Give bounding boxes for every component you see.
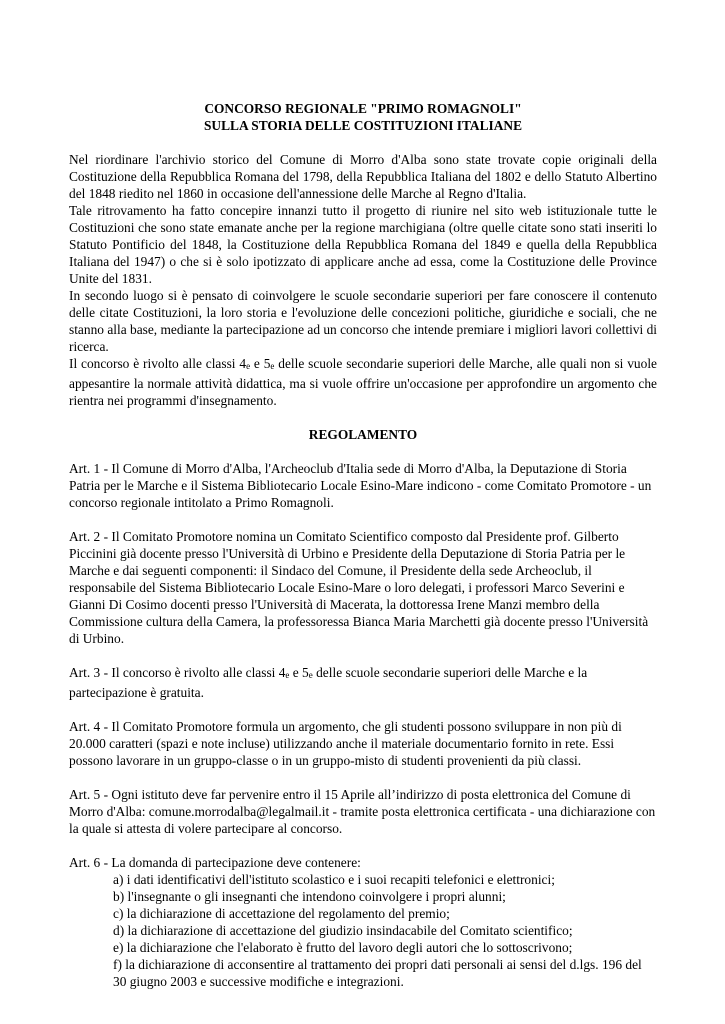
intro-p4-subscript-2: e — [270, 361, 275, 371]
list-item: f) la dichiarazione di acconsentire al trattamento dei propri dati personali ai sensi del d.lgs. 196 del 30 giugno 2003 e successive modifiche e integrazioni. — [113, 957, 642, 989]
intro-p4-subscript-1: e — [246, 361, 251, 371]
intro-paragraph-3: In secondo luogo si è pensato di coinvolgere le scuole secondarie superiori per fare conoscere il contenuto delle citate Costituzioni, la loro storia e l'evoluzione delle concezioni politiche, giuridiche e sociali, che ne stanno alla base, mediante la partecipazione ad un concorso che intende premiare i migliori lavori collettivi di ricerca. — [69, 288, 657, 354]
intro-paragraph-2: Tale ritrovamento ha fatto concepire innanzi tutto il progetto di riunire nel sito web istituzionale tutte le Costituzioni che sono state emanate anche per la regione marchigiana (oltre quelle citate sono stati inseriti lo Statuto Pontificio del 1848, la Costituzione della Repubblica Romana del 1849 e quella della Repubblica Italiana del 1947) o che si è solo ipotizzato di applicare anche ad essa, come la Costituzione delle Province Unite del 1831. — [69, 203, 657, 286]
document-page — [69, 100, 657, 990]
article-3-text-c: delle scuole secondarie superiori delle Marche e la partecipazione è gratuita. — [69, 665, 588, 700]
article-3-text-a: Art. 3 - Il concorso è rivolto alle classi 4 — [69, 665, 286, 680]
document-title-line2: SULLA STORIA DELLE COSTITUZIONI ITALIANE — [203, 118, 522, 133]
article-6-list — [69, 871, 657, 990]
list-item: e) la dichiarazione che l'elaborato è frutto del lavoro degli autori che lo sottoscrivono; — [113, 940, 573, 955]
article-3-subscript-1: e — [285, 670, 290, 680]
title-block — [69, 100, 657, 134]
article-3 — [69, 664, 657, 701]
article-3-subscript-2: e — [308, 670, 313, 680]
article-2: Art. 2 - Il Comitato Promotore nomina un Comitato Scientifico composto dal Presidente prof. Gilberto Piccinini già docente presso l'Università di Urbino e Presidente della Deputazione di Storia Patria per le Marche e dai seguenti componenti: il Sindaco del Comune, il Presidente della sede Archeoclub, il responsabile del Sistema Bibliotecario Locale Esino-Mare o loro delegati, i professori Marco Severini e Gianni Di Cosimo docenti presso l'Università di Macerata, la dottoressa Irene Manzi membro della Commissione cultura della Camera, la professoressa Bianca Maria Marchetti già docente presso l'Università di Urbino. — [69, 529, 649, 646]
intro-p4-text-b: e 5 — [250, 356, 271, 371]
list-item: b) l'insegnante o gli insegnanti che intendono coinvolgere i propri alunni; — [113, 889, 506, 904]
list-item: a) i dati identificativi dell'istituto scolastico e i suoi recapiti telefonici e elettronici; — [113, 872, 555, 887]
list-item: d) la dichiarazione di accettazione del giudizio insindacabile del Comitato scientifico; — [113, 923, 573, 938]
intro-paragraph-4 — [69, 355, 657, 409]
regolamento-heading: REGOLAMENTO — [308, 427, 418, 442]
intro-paragraph-1: Nel riordinare l'archivio storico del Comune di Morro d'Alba sono state trovate copie originali della Costituzione della Repubblica Romana del 1798, della Repubblica Italiana del 1802 e dello Statuto Albertino del 1848 riedito nel 1860 in occasione dell'annessione delle Marche al Regno d'Italia. — [69, 152, 657, 201]
list-item: c) la dichiarazione di accettazione del regolamento del premio; — [113, 906, 450, 921]
article-1: Art. 1 - Il Comune di Morro d'Alba, l'Archeoclub d'Italia sede di Morro d'Alba, la Deputazione di Storia Patria per le Marche e il Sistema Bibliotecario Locale Esino-Mare indicono - come Comitato Promotore - un concorso regionale intitolato a Primo Romagnoli. — [69, 461, 652, 510]
article-3-text-b: e 5 — [289, 665, 309, 680]
article-4: Art. 4 - Il Comitato Promotore formula un argomento, che gli studenti possono sviluppare in non più di 20.000 caratteri (spazi e note incluse) utilizzando anche il materiale documentario fornito in rete. Essi possono lavorare in un gruppo-classe o in un gruppo-misto di studenti provenienti da più classi. — [69, 719, 622, 768]
intro-p4-text-a: Il concorso è rivolto alle classi 4 — [69, 356, 247, 371]
intro-p4-text-c: delle scuole secondarie superiori delle Marche, alle quali non si vuole appesantire la normale attività didattica, ma si vuole offrire un'occasione per approfondire un argomento che rientra nei programmi d'insegnamento. — [69, 356, 657, 408]
intro-section — [69, 151, 657, 409]
article-5: Art. 5 - Ogni istituto deve far pervenire entro il 15 Aprile all’indirizzo di posta elettronica del Comune di Morro d'Alba: comune.morrodalba@legalmail.it - tramite posta elettronica certificata - una dichiarazione con la quale si attesta di volere partecipare al concorso. — [69, 787, 656, 836]
document-title-line1: CONCORSO REGIONALE "PRIMO ROMAGNOLI" — [204, 101, 522, 116]
article-6: Art. 6 - La domanda di partecipazione deve contenere: — [69, 855, 361, 870]
